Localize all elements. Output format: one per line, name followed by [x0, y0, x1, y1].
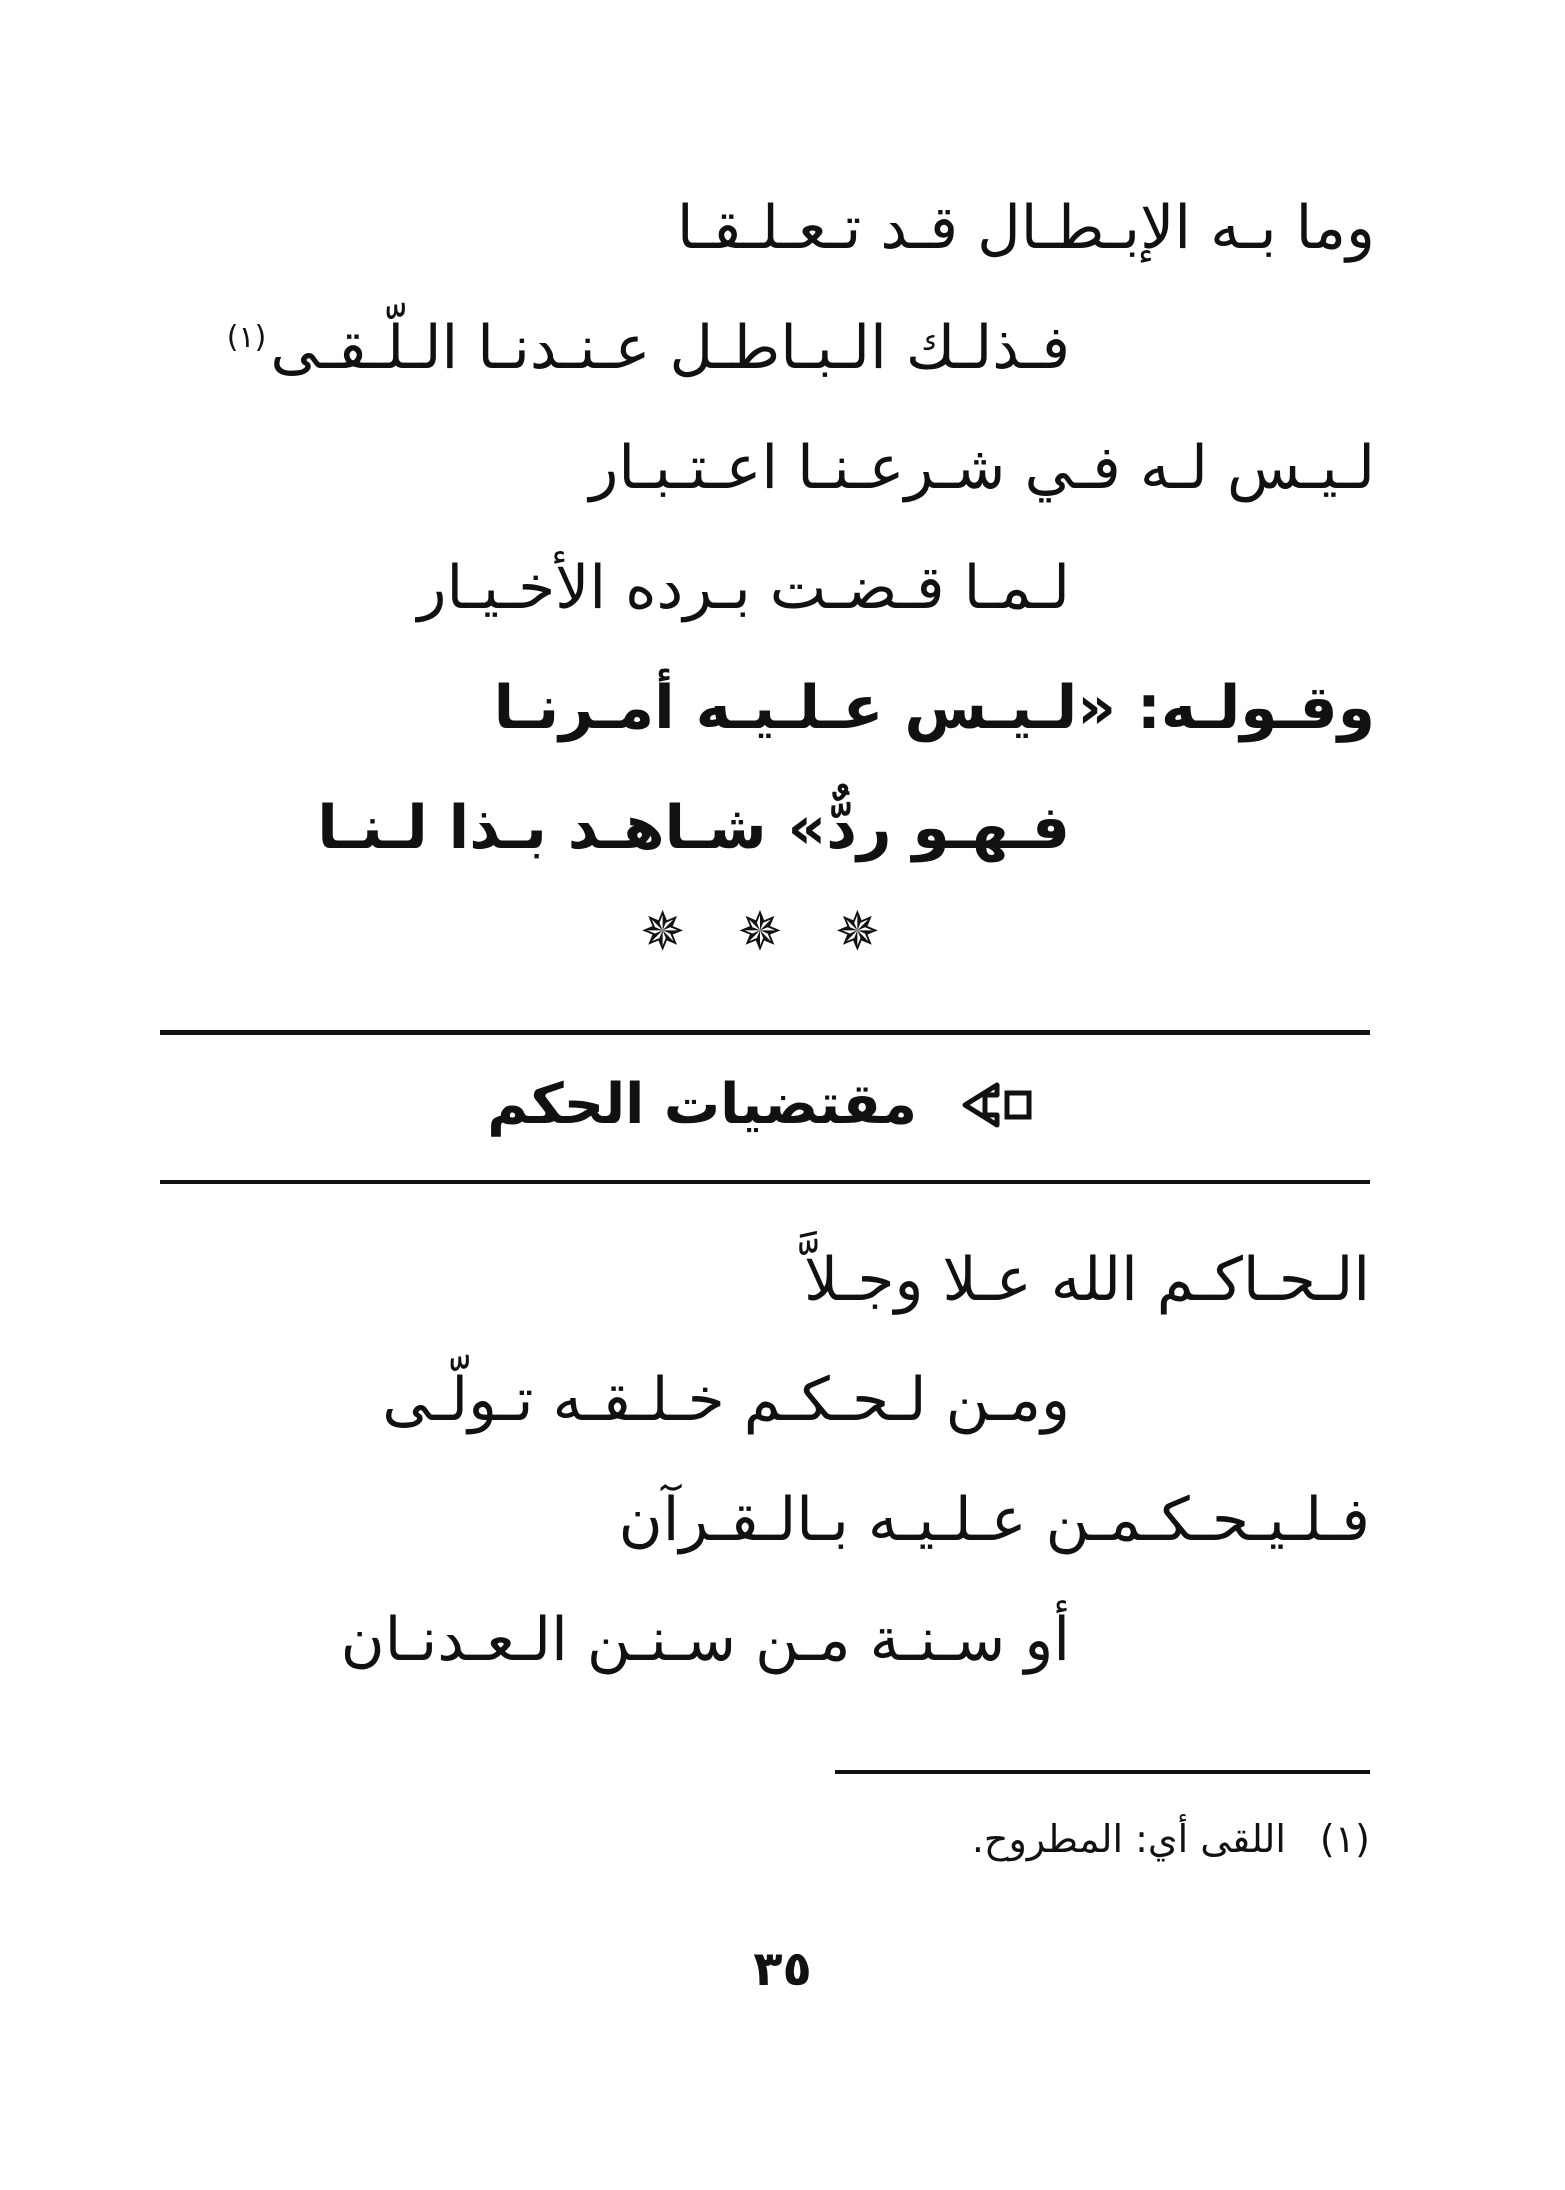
left-arrow-icon: [935, 1075, 1035, 1135]
section-title: مقتضيات الحكم: [487, 1072, 917, 1137]
section-rule-bottom: [160, 1180, 1370, 1184]
footnote-number: (١): [1319, 1817, 1370, 1861]
page-number: ٣٥: [753, 1941, 812, 1997]
verse-line-1: وما بـه الإبـطـال قـد تـعـلـقـا: [676, 193, 1375, 263]
verse-line-6: فـهـو ردٌّ» شـاهـد بـذا لـنـا: [317, 793, 1070, 863]
star-icon: ✵: [640, 900, 686, 963]
footnote-rule: [835, 1770, 1370, 1774]
verse-line-5: وقـولـه: «لـيـس عـلـيـه أمـرنـا: [493, 673, 1375, 743]
section-heading: [487, 1072, 1035, 1137]
verse-line-10: أو سـنـة مـن سـنـن الـعـدنـان: [340, 1605, 1070, 1675]
verse-line-4: لـمـا قـضـت بـرده الأخـيـار: [417, 553, 1070, 623]
footnote: [971, 1817, 1370, 1861]
footnote-text: اللقى أي: المطروح.: [971, 1817, 1286, 1861]
star-icon: ✵: [737, 900, 783, 963]
footnote-marker: (١): [226, 320, 267, 355]
verse-line-3: لـيـس لـه فـي شـرعـنـا اعـتـبـار: [589, 433, 1375, 503]
verse-line-8: ومـن لـحـكـم خـلـقـه تـولّـى: [382, 1365, 1070, 1435]
star-icon: ✵: [834, 900, 880, 963]
verse-line-9: فـلـيـحـكـمـن عـلـيـه بـالـقـرآن: [618, 1485, 1370, 1555]
verse-line-2: [226, 313, 1070, 383]
star-separator: [640, 900, 880, 963]
section-rule-top: [160, 1030, 1370, 1035]
verse-line-2-text: فـذلـك الـبـاطـل عـنـدنـا الـلّـقـى: [270, 313, 1070, 383]
verse-line-7: الـحـاكـم الله عـلا وجـلاَّ: [803, 1245, 1370, 1315]
